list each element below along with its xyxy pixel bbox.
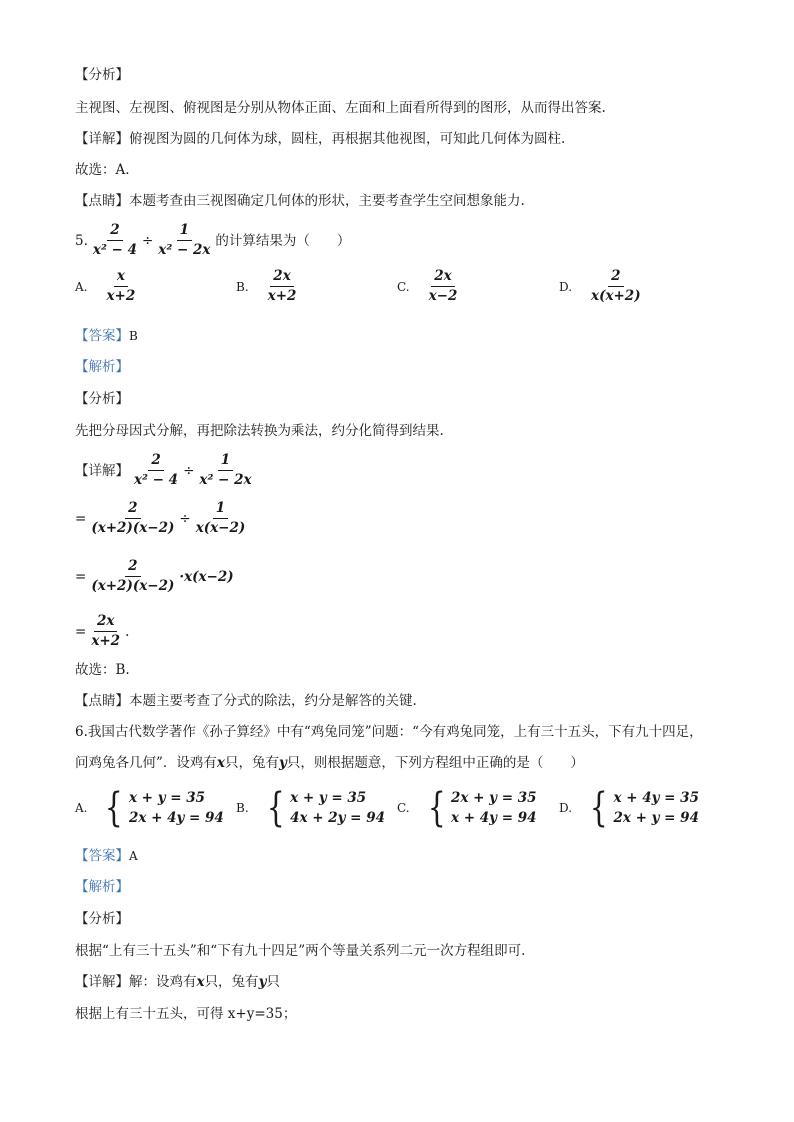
option-c [397,785,537,831]
fraction [196,452,254,489]
brace: { [589,785,608,831]
option-label: B. [236,801,249,815]
numerator: 2 [125,558,140,577]
fraction [88,613,123,650]
fenxi-heading: 【分析】 [75,911,129,927]
question-5 [75,222,350,259]
step-1 [75,452,257,489]
variable-y: y [258,974,267,990]
option-b [236,785,385,831]
numerator: 2 [148,452,163,471]
comment-text: 【点睛】本题主要考查了分式的除法，约分是解答的关键. [75,693,417,709]
numerator: 2 [608,268,623,287]
numerator: 1 [177,222,192,241]
denominator: x² − 2x [199,472,252,488]
denominator: x(x−2) [195,520,246,536]
fraction [88,500,177,537]
text: 只，则根据题意，下列方程组中正确的是（ ） [286,755,584,771]
fenxi-text: 根据“上有三十五头”和“下有九十四足”两个等量关系列二元一次方程组即可. [75,943,526,959]
step-4 [75,613,129,650]
period: . [125,623,130,640]
equation: 2x + 4y = 94 [128,810,224,826]
numerator: 1 [213,500,228,519]
option-label: D. [559,279,573,294]
denominator: x−2 [428,288,458,304]
equation: x + 4y = 35 [613,790,699,806]
analysis-tag: 【解析】 [75,879,129,895]
fenxi-text: 先把分母因式分解，再把除法转换为乘法，约分化简得到结果. [75,423,444,439]
numerator: 2x [431,268,454,287]
equation-system [586,785,699,831]
numerator: 2x [94,613,117,632]
numerator: x [114,268,128,287]
text: 【详解】解：设鸡有 [75,974,197,990]
equation: x + y = 35 [290,790,367,806]
denominator: x+2 [267,288,297,304]
numerator: 2 [107,222,122,241]
step-2 [75,500,250,537]
fraction [88,558,177,595]
text: 只 [266,974,280,990]
answer-value: B [129,329,138,343]
equation: 4x + 2y = 94 [290,810,385,826]
variable-y: y [278,755,287,771]
question-tail: 的计算结果为（ ） [215,232,351,249]
numerator: 2 [125,500,140,519]
brace: { [105,785,124,831]
equation: 2x + y = 94 [613,810,699,826]
option-label: B. [236,279,249,294]
question-6-line-1: 6.我国古代数学著作《孙子算经》中有“鸡兔同笼”问题：“今有鸡兔同笼，上有三十五头，下有九十四足， [75,724,703,740]
divide-sign: ÷ [183,462,195,479]
question-6-line-2 [75,753,584,773]
fraction [193,500,249,537]
option-label: C. [397,279,410,294]
text: 只，兔有 [204,974,259,990]
answer-tag: 【答案】 [75,848,129,864]
denominator: (x+2)(x−2) [91,520,175,536]
option-a [75,268,140,305]
analysis-tag: 【解析】 [75,359,129,375]
equation: x + 4y = 94 [451,810,537,826]
option-fraction [588,268,644,305]
denominator: (x+2)(x−2) [91,578,175,594]
equation-system [424,785,537,831]
last-line: 根据上有三十五头，可得 x+y=35； [75,1006,297,1022]
multiplier: ·x(x−2) [179,568,234,585]
equals-sign: = [75,510,87,527]
denominator: x+2 [106,288,136,304]
equals-sign: = [75,623,87,640]
variable-x: x [196,974,205,990]
equation-system [263,785,385,831]
option-label: D. [559,801,573,815]
equation: 2x + y = 35 [451,790,537,806]
option-d [559,785,699,831]
fraction [90,222,140,259]
fraction [131,452,181,489]
option-d [559,268,646,305]
step-3 [75,558,234,595]
detail-tag: 【详解】 [75,462,129,479]
text: 只，兔有 [224,755,279,771]
fraction [155,222,213,259]
choice-text: 故选：B. [75,662,130,678]
numerator: 2x [270,268,293,287]
denominator: x² − 4 [92,242,137,258]
option-label: C. [397,801,410,815]
choice-text: 故选：A. [75,162,130,178]
equals-sign: = [75,568,87,585]
option-b [236,268,301,305]
numerator: 1 [218,452,233,471]
answer-line [75,846,138,866]
analysis-text: 主视图、左视图、俯视图是分别从物体正面、左面和上面看所得到的图形，从而得出答案. [75,100,606,116]
denominator: x+2 [91,633,121,649]
option-fraction [426,268,461,305]
denominator: x² − 4 [134,472,179,488]
brace: { [266,785,285,831]
detail-text: 【详解】俯视图为圆的几何体为球，圆柱，再根据其他视图，可知此几何体为圆柱. [75,131,566,147]
denominator: x(x+2) [591,288,641,304]
answer-tag: 【答案】 [75,328,129,344]
detail-line [75,972,280,992]
answer-line [75,326,138,346]
equation-system [101,785,224,831]
option-label: A. [75,801,88,815]
text: 问鸡兔各几何”．设鸡有 [75,755,217,771]
option-c [397,268,462,305]
brace: { [427,785,446,831]
analysis-heading: 【分析】 [75,67,129,83]
option-a [75,785,224,831]
question-number: 5. [75,232,88,249]
divide-sign: ÷ [179,510,191,527]
option-label: A. [75,279,88,294]
answer-value: A [129,849,138,863]
comment-text: 【点睛】本题考查由三视图确定几何体的形状，主要考查学生空间想象能力. [75,193,525,209]
option-fraction [265,268,300,305]
variable-x: x [216,755,225,771]
denominator: x² − 2x [158,242,211,258]
option-fraction [103,268,138,305]
fenxi-heading: 【分析】 [75,391,129,407]
equation: x + y = 35 [128,790,206,806]
divide-sign: ÷ [141,232,154,249]
